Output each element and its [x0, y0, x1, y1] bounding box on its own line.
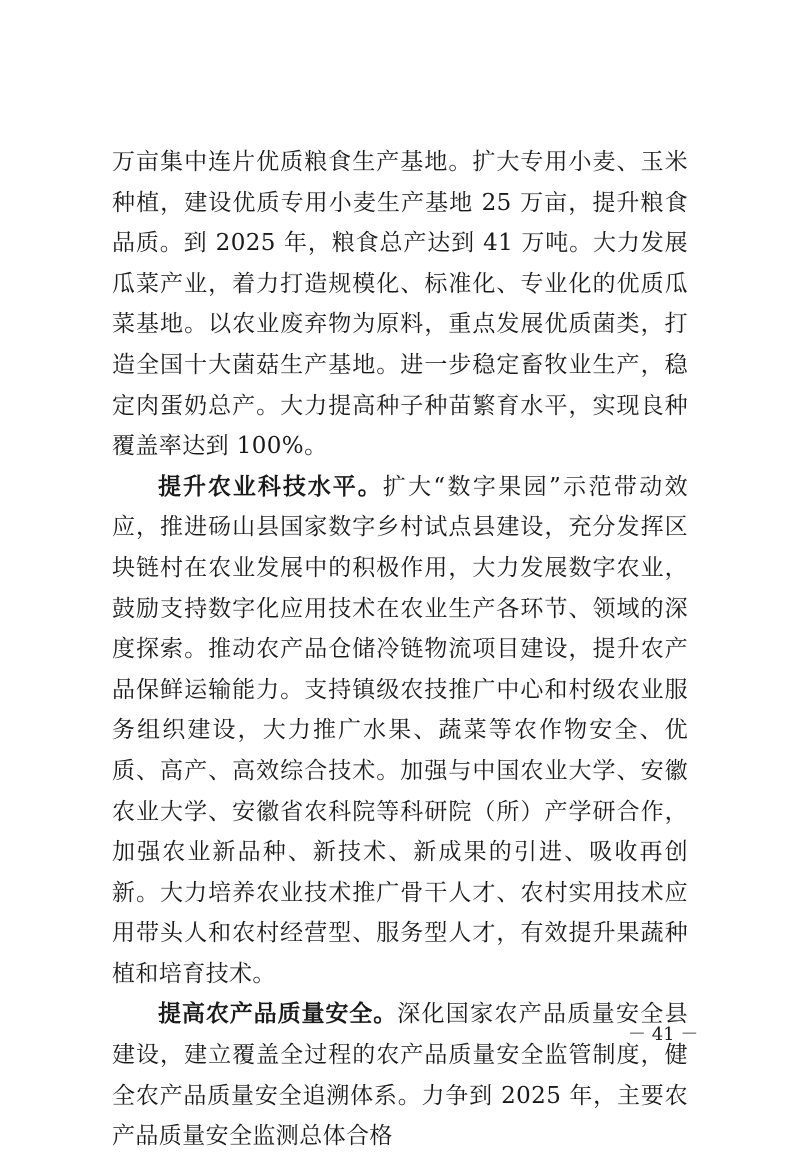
paragraph-heading: 提高农产品质量安全。 [158, 1001, 398, 1028]
paragraph-text: 扩大“数字果园”示范带动效应，推进砀山县国家数字乡村试点县建设，充分发挥区块链村在农业发展中的积极作用，大力发展数字农业，鼓励支持数字化应用技术在农业生产各环节、领域的深度探索。推动农产品仓储冷链物流项目建设，提升农产品保鲜运输能力。支持镇级农技推广中心和村级农业服务组织建设，大力推广水果、蔬菜等农作物安全、优质、高产、高效综合技术。加强与中国农业大学、安徽农业大学、安徽省农科院等科研院（所）产学研合作，加强农业新品种、新技术、新成果的引进、吸收再创新。大力培养农业技术推广骨干人才、农村实用技术应用带头人和农村经营型、服务型人才，有效提升果蔬种植和培育技术。 [112, 473, 689, 987]
paragraph-product-safety [112, 994, 688, 1156]
page-number: － 41 － [628, 1024, 699, 1045]
paragraph-continuation [112, 142, 688, 467]
document-body [112, 142, 688, 1157]
paragraph-text: 万亩集中连片优质粮食生产基地。扩大专用小麦、玉米种植，建设优质专用小麦生产基地 25 万亩，提升粮食品质。到 2025 年，粮食总产达到 41 万吨。大力发展瓜菜产业，着力打造规模化、标准化、专业化的优质瓜菜基地。以农业废弃物为原料，重点发展优质菌类，打造全国十大菌菇生产基地。进一步稳定畜牧业生产，稳定肉蛋奶总产。大力提高种子种苗繁育水平，实现良种覆盖率达到 100%。 [112, 149, 688, 460]
paragraph-heading: 提升农业科技水平。 [158, 473, 383, 500]
paragraph-text: 深化国家农产品质量安全县建设，建立覆盖全过程的农产品质量安全监管制度，健全农产品质量安全追溯体系。力争到 2025 年，主要农产品质量安全监测总体合格 [112, 1001, 688, 1150]
paragraph-agri-tech [112, 467, 688, 995]
